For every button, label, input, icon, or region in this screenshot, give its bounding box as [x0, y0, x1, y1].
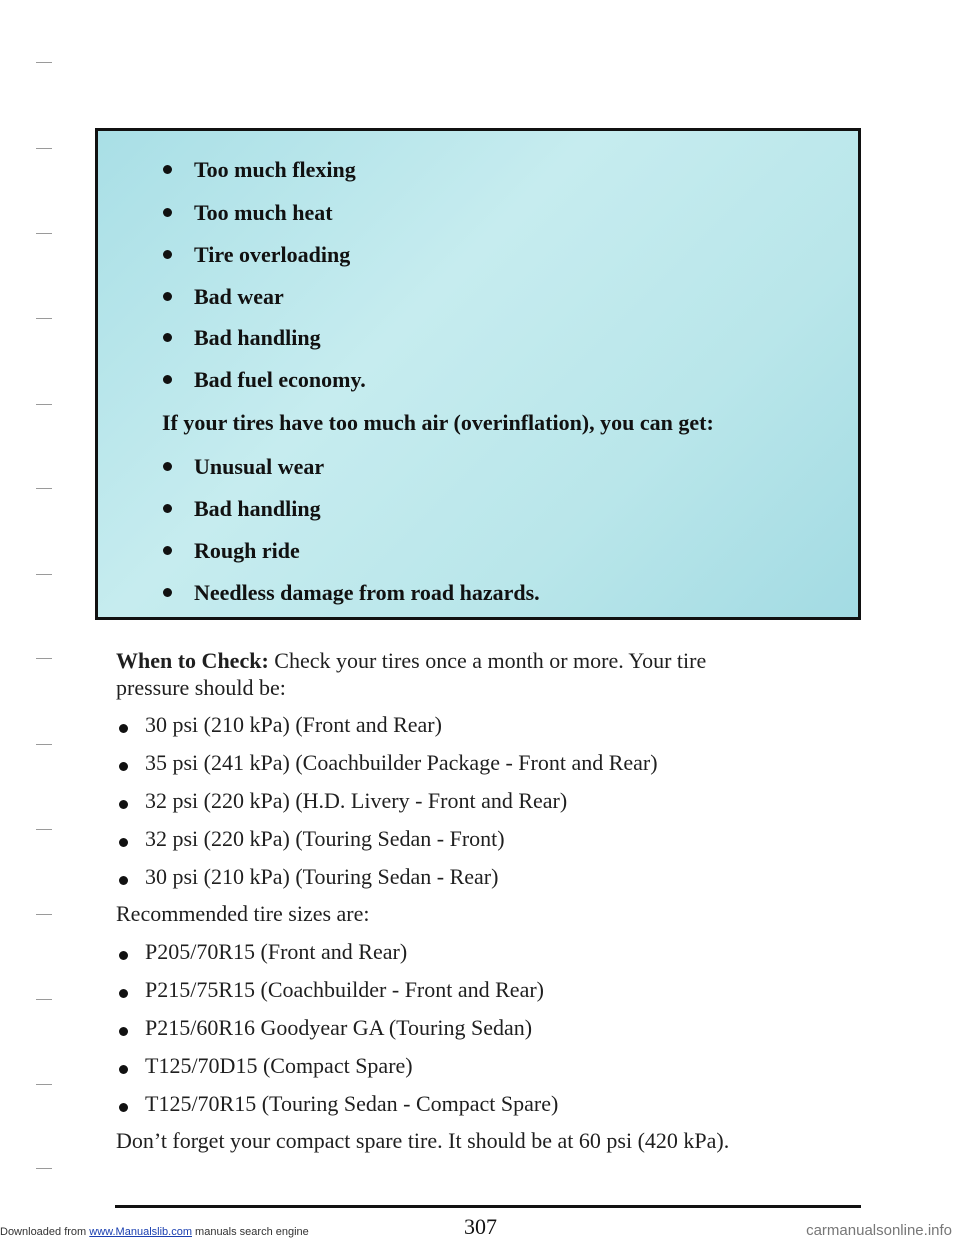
margin-mark: [36, 148, 52, 149]
list-item-text: Unusual wear: [194, 454, 325, 479]
pressure-item: 32 psi (220 kPa) (Touring Sedan - Front): [145, 826, 505, 851]
list-item: [194, 325, 321, 351]
margin-mark: [36, 62, 52, 63]
size-item: P215/75R15 (Coachbuilder - Front and Rear): [145, 977, 544, 1002]
list-item-text: Rough ride: [194, 538, 300, 563]
download-credit-tail: manuals search engine: [191, 1226, 309, 1238]
margin-mark: [36, 829, 52, 830]
list-item-text: Bad handling: [194, 496, 321, 521]
bullet-dot: [119, 838, 128, 847]
bullet-dot: [163, 375, 172, 384]
list-item: [194, 538, 300, 564]
page-number: 307: [464, 1214, 497, 1239]
manualslib-link[interactable]: www.Manualslib.com: [89, 1226, 192, 1238]
bullet-dot: [119, 1103, 128, 1112]
overinflation-heading: If your tires have too much air (overinflation), you can get:: [162, 410, 714, 435]
bullet-dot: [119, 1027, 128, 1036]
list-item-text: Too much heat: [194, 200, 333, 225]
margin-mark: [36, 404, 52, 405]
margin-mark: [36, 1084, 52, 1085]
margin-mark: [36, 1168, 52, 1169]
bullet-dot: [163, 250, 172, 259]
pressure-item: 35 psi (241 kPa) (Coachbuilder Package - Front and Rear): [145, 750, 658, 775]
bullet-dot: [163, 333, 172, 342]
list-item: [194, 200, 333, 226]
list-item: [194, 496, 321, 522]
watermark: carmanualsonline.info: [806, 1222, 952, 1239]
list-item-text: Bad wear: [194, 284, 284, 309]
bullet-dot: [119, 800, 128, 809]
check-paragraph-cont: pressure should be:: [116, 675, 286, 700]
download-credit: [0, 1226, 309, 1238]
margin-mark: [36, 574, 52, 575]
spare-note: Don’t forget your compact spare tire. It should be at 60 psi (420 kPa).: [116, 1128, 730, 1153]
bullet-dot: [163, 588, 172, 597]
list-item: [194, 157, 356, 183]
margin-mark: [36, 318, 52, 319]
download-credit-text: Downloaded from: [0, 1226, 90, 1238]
pressure-item: 30 psi (210 kPa) (Front and Rear): [145, 712, 442, 737]
bullet-dot: [119, 762, 128, 771]
check-paragraph: [116, 648, 706, 674]
margin-mark: [36, 658, 52, 659]
bullet-dot: [163, 165, 172, 174]
bullet-dot: [119, 951, 128, 960]
list-item: [194, 284, 284, 310]
margin-mark: [36, 914, 52, 915]
bullet-dot: [163, 504, 172, 513]
list-item: [194, 454, 324, 480]
margin-mark: [36, 744, 52, 745]
list-item-text: Bad fuel economy.: [194, 367, 366, 392]
check-text: Check your tires once a month or more. Your tire: [268, 648, 707, 673]
size-item: P215/60R16 Goodyear GA (Touring Sedan): [145, 1015, 533, 1040]
list-item: [194, 367, 366, 393]
bullet-dot: [163, 292, 172, 301]
bullet-dot: [119, 876, 128, 885]
list-item: [194, 580, 540, 606]
list-item-text: Tire overloading: [194, 242, 351, 267]
size-item: P205/70R15 (Front and Rear): [145, 939, 408, 964]
size-item: T125/70D15 (Compact Spare): [145, 1053, 413, 1078]
margin-mark: [36, 488, 52, 489]
margin-mark: [36, 233, 52, 234]
list-item: [194, 242, 350, 268]
pressure-item: 32 psi (220 kPa) (H.D. Livery - Front and Rear): [145, 788, 568, 813]
bullet-dot: [163, 462, 172, 471]
list-item-text: Needless damage from road hazards.: [194, 580, 540, 605]
bullet-dot: [119, 989, 128, 998]
pressure-item: 30 psi (210 kPa) (Touring Sedan - Rear): [145, 864, 499, 889]
size-item: T125/70R15 (Touring Sedan - Compact Spare): [145, 1091, 559, 1116]
tire-warning-box: [95, 128, 861, 620]
bullet-dot: [163, 546, 172, 555]
bullet-dot: [119, 724, 128, 733]
sizes-heading: Recommended tire sizes are:: [116, 901, 370, 926]
bullet-dot: [119, 1065, 128, 1074]
margin-mark: [36, 999, 52, 1000]
list-item-text: Bad handling: [194, 325, 321, 350]
footer-rule: [115, 1205, 861, 1208]
check-label: When to Check:: [116, 648, 269, 673]
list-item-text: Too much flexing: [194, 157, 356, 182]
bullet-dot: [163, 208, 172, 217]
